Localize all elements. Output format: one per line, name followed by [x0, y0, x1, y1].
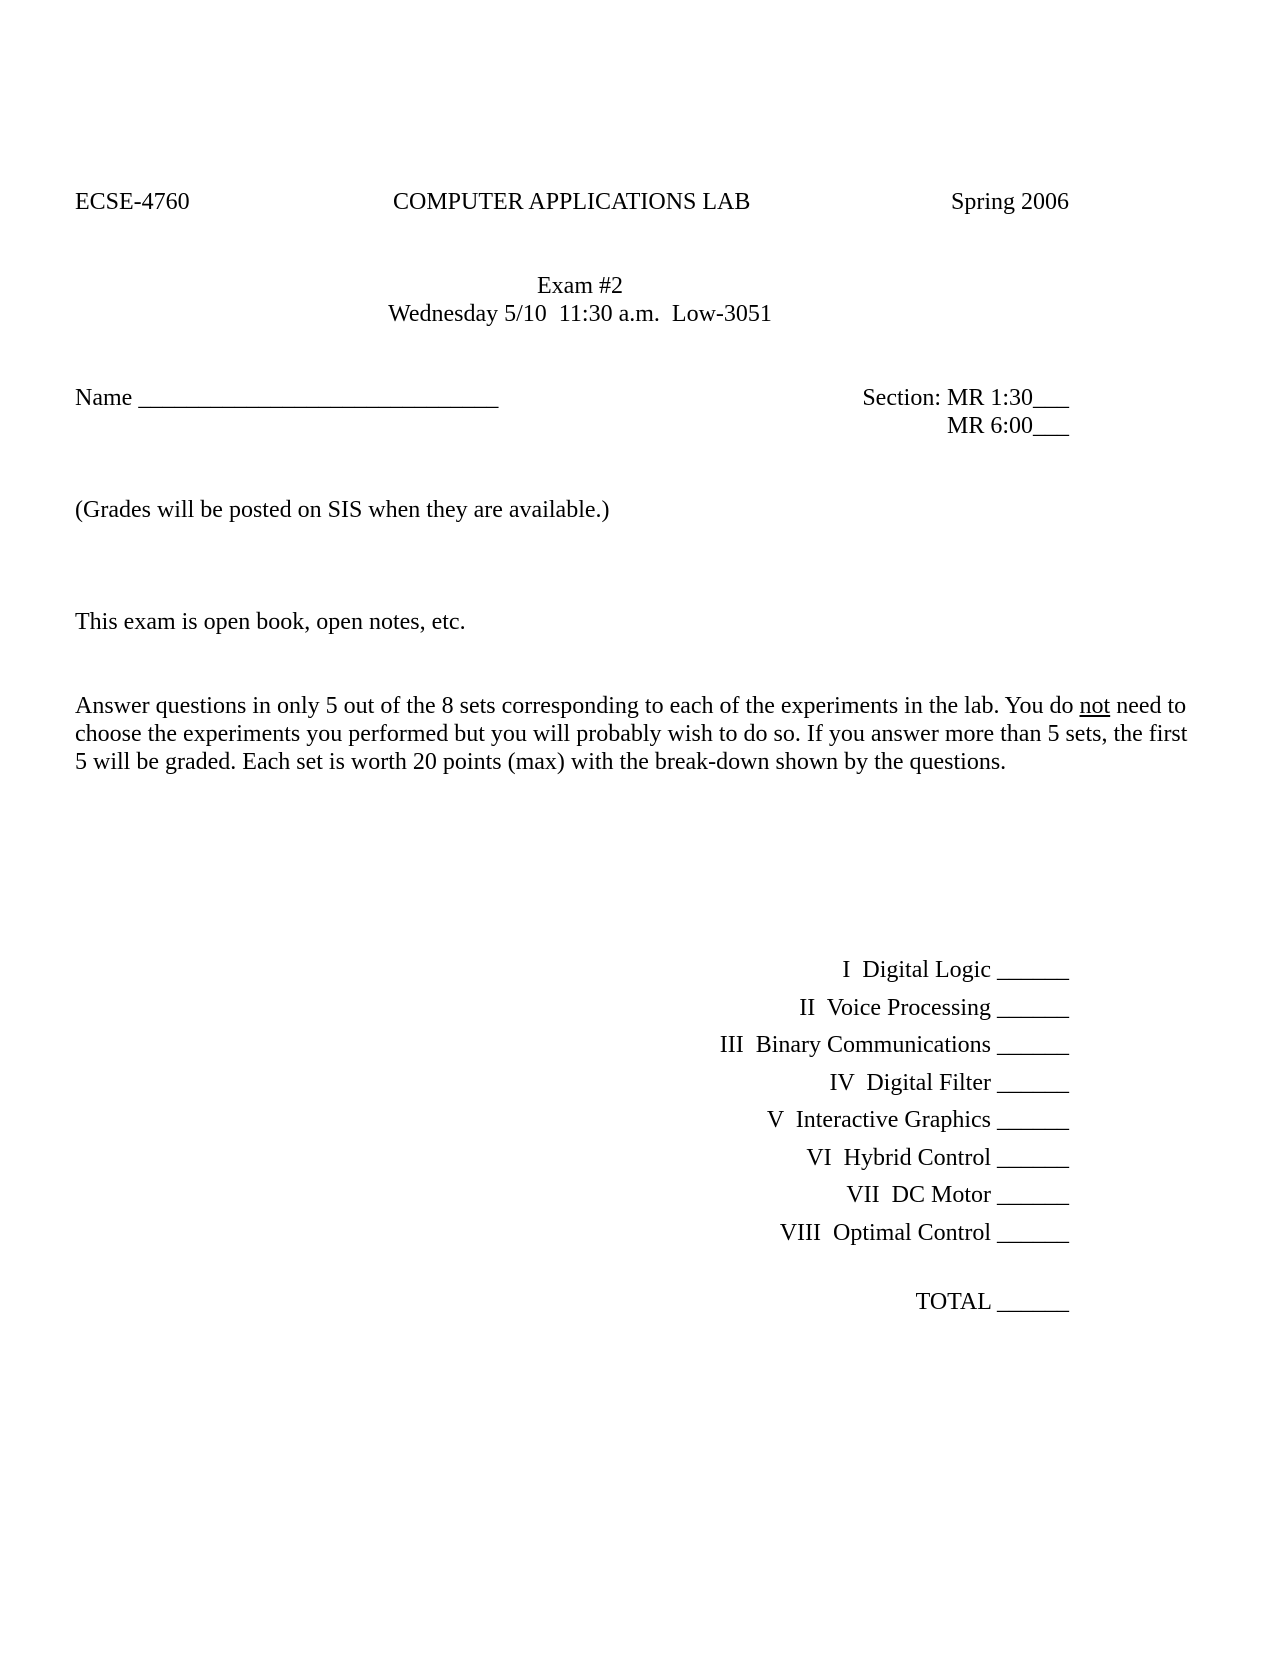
score-blank: ______	[997, 1107, 1069, 1133]
section-option-2: MR 6:00___	[946, 413, 1069, 439]
name-field	[75, 384, 498, 412]
score-set-name: Interactive Graphics	[795, 1107, 991, 1133]
score-row-hybrid-control	[500, 1140, 1069, 1178]
instructions-text-2: need to choose the experiments you performed but you will probably wish to do so. If you answer more than 5 sets, the first 5 will be graded. Each set is worth 20 points (max) with the break-down shown by the questions.	[75, 693, 1188, 775]
score-row-optimal-control	[500, 1215, 1069, 1253]
score-row-voice-processing	[500, 990, 1069, 1028]
score-blank: ______	[997, 1069, 1069, 1096]
score-set-name: Hybrid Control	[843, 1144, 991, 1171]
score-numeral: III	[719, 1032, 744, 1058]
section-label: Section:	[862, 385, 941, 411]
score-row-interactive-graphics	[500, 1102, 1069, 1140]
score-blank: ______	[997, 1219, 1069, 1246]
score-set-name: Voice Processing	[826, 994, 991, 1021]
score-set-name: Digital Filter	[866, 1069, 991, 1096]
score-set-name: Digital Logic	[862, 957, 991, 983]
score-row-digital-filter	[500, 1065, 1069, 1103]
score-blank: ______	[997, 1144, 1069, 1171]
course-title: COMPUTER APPLICATIONS LAB	[393, 189, 751, 215]
name-blank: ______________________________	[138, 385, 499, 411]
term: Spring 2006	[950, 189, 1069, 215]
score-set-name: Optimal Control	[833, 1219, 991, 1246]
grades-note: (Grades will be posted on SIS when they are available.)	[75, 497, 610, 523]
course-code: ECSE-4760	[75, 189, 190, 215]
score-row-digital-logic	[500, 952, 1069, 990]
score-blank: ______	[997, 957, 1069, 983]
score-numeral: IV	[829, 1069, 855, 1096]
exam-datetime: Wednesday 5/10 11:30 a.m. Low-3051	[388, 301, 772, 327]
score-total-row	[500, 1288, 1069, 1316]
score-numeral: II	[799, 994, 816, 1021]
section-option-1	[760, 384, 1069, 412]
score-blank: ______	[997, 994, 1069, 1021]
score-set-name: DC Motor	[891, 1182, 991, 1208]
score-numeral: VIII	[779, 1219, 821, 1246]
instructions-paragraph	[75, 692, 1195, 776]
score-row-dc-motor	[500, 1177, 1069, 1215]
score-numeral: V	[766, 1107, 784, 1133]
score-row-binary-communications	[500, 1027, 1069, 1065]
score-table	[500, 952, 1069, 1252]
instructions-emphasis: not	[1079, 693, 1111, 719]
total-blank: ______	[997, 1289, 1069, 1315]
total-label: TOTAL	[915, 1289, 991, 1315]
score-numeral: VI	[806, 1144, 832, 1171]
name-label: Name	[75, 385, 133, 411]
section-option-label: MR 1:30___	[946, 385, 1069, 411]
score-blank: ______	[997, 1182, 1069, 1208]
score-set-name: Binary Communications	[755, 1032, 991, 1058]
exam-title: Exam #2	[537, 273, 623, 299]
instructions-text-1: Answer questions in only 5 out of the 8 sets corresponding to each of the experiments in the lab. You do	[75, 693, 1080, 719]
score-numeral: I	[842, 957, 851, 983]
score-numeral: VII	[846, 1182, 880, 1208]
score-blank: ______	[997, 1032, 1069, 1058]
open-book-note: This exam is open book, open notes, etc.	[75, 609, 466, 635]
